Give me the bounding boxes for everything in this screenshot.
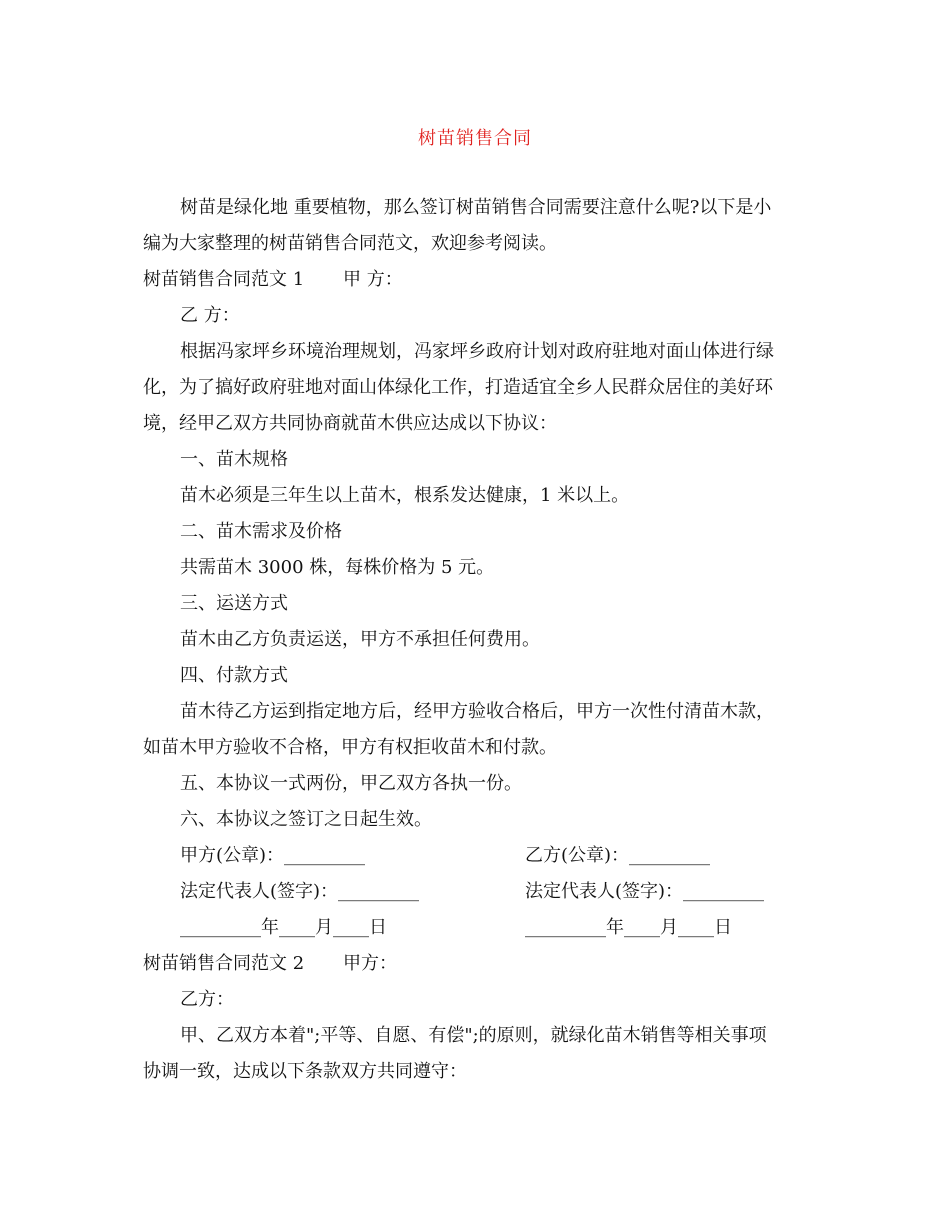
document-title: 树苗销售合同 [418,128,532,149]
section-2-body: 共需苗木 3000 株，每株价格为 5 元。 [180,557,495,578]
party-a-representative-field: 法定代表人(签字)：_________ [180,881,420,902]
preamble-line-1: 根据冯家坪乡环境治理规划，冯家坪乡政府计划对政府驻地对面山体进行绿 [180,341,774,362]
party-a-date-field: _________年____月____日 [180,917,387,938]
sample2-body-line-1: 甲、乙双方本着";平等、自愿、有偿";的原则，就绿化苗木销售等相关事项 [180,1025,767,1046]
sample1-party-a: 甲 方： [343,269,403,290]
party-b-date-field: _________年____月____日 [525,917,732,938]
section-2-title: 二、苗木需求及价格 [180,521,342,542]
section-1-body: 苗木必须是三年生以上苗木，根系发达健康，1 米以上。 [180,485,630,506]
section-3-title: 三、运送方式 [180,593,288,614]
preamble-line-3: 境，经甲乙双方共同协商就苗木供应达成以下协议： [143,413,557,434]
party-a-seal-field: 甲方(公章)：_________ [180,845,366,866]
preamble-line-2: 化，为了搞好政府驻地对面山体绿化工作，打造适宜全乡人民群众居住的美好环 [143,377,773,398]
section-1-title: 一、苗木规格 [180,449,288,470]
section-4-title: 四、付款方式 [180,665,288,686]
sample2-party-a: 甲方： [343,953,397,974]
signature-seal-row [0,841,950,871]
sample2-heading: 树苗销售合同范文 2 [143,953,305,974]
sample2-party-b: 乙方： [180,989,234,1010]
section-4-body-line-1: 苗木待乙方运到指定地方后，经甲方验收合格后，甲方一次性付清苗木款， [180,701,774,722]
section-3-body: 苗木由乙方负责运送，甲方不承担任何费用。 [180,629,540,650]
sample1-heading: 树苗销售合同范文 1 [143,269,305,290]
section-5: 五、本协议一式两份，甲乙双方各执一份。 [180,773,522,794]
sample1-party-b: 乙 方： [180,305,240,326]
sample2-heading-row [0,949,950,979]
party-b-representative-field: 法定代表人(签字)：_________ [525,881,765,902]
intro-line-2: 编为大家整理的树苗销售合同范文，欢迎参考阅读。 [143,233,557,254]
intro-line-1: 树苗是绿化地 重要植物，那么签订树苗销售合同需要注意什么呢?以下是小 [180,197,772,218]
section-4-body-line-2: 如苗木甲方验收不合格，甲方有权拒收苗木和付款。 [143,737,557,758]
section-6: 六、本协议之签订之日起生效。 [180,809,432,830]
sample2-body-line-2: 协调一致，达成以下条款双方共同遵守： [143,1061,467,1082]
party-b-seal-field: 乙方(公章)：_________ [525,845,711,866]
signature-date-row [0,913,950,943]
sample1-heading-row [0,265,950,295]
signature-rep-row [0,877,950,907]
